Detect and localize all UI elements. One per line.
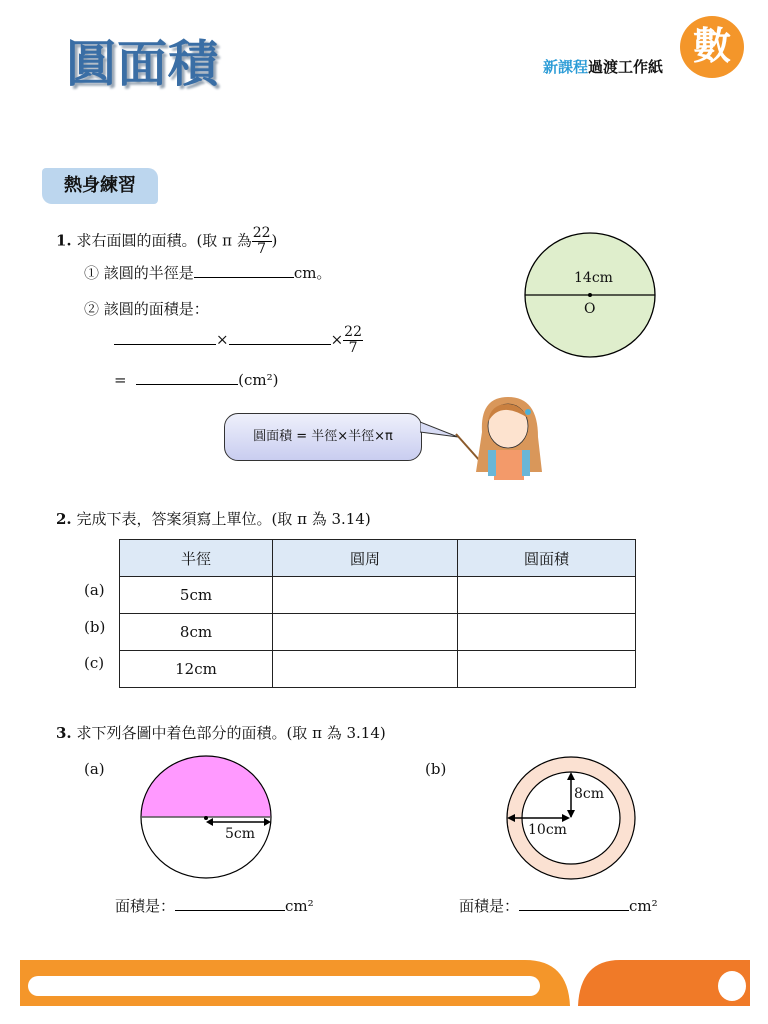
formula-blank-1[interactable] (114, 330, 216, 345)
header-circumference: 圓周 (273, 540, 458, 577)
q1-step2 (84, 298, 209, 319)
radius-answer-blank[interactable] (194, 263, 294, 278)
answer-label: 面積是： (115, 897, 176, 915)
q3b-label: (b) (425, 760, 447, 778)
radius-label-a: 5cm (225, 826, 256, 842)
step1-unit: cm。 (293, 264, 332, 282)
diameter-label: 14cm (574, 270, 613, 286)
q3b-answer (459, 895, 658, 916)
answer-table (119, 539, 636, 688)
q1-question (56, 226, 277, 257)
q3-number: 3. (56, 724, 72, 742)
radius-cell: 8cm (120, 614, 273, 651)
step1-text: 該圓的半徑是 (103, 264, 194, 282)
area-input[interactable] (458, 651, 636, 688)
subtitle (543, 56, 663, 77)
step2-mark: ② (84, 300, 100, 318)
table-row (120, 577, 636, 614)
ring-figure (504, 754, 638, 882)
semicircle-figure (136, 752, 276, 882)
q3-question (56, 722, 386, 743)
row-label: (b) (84, 618, 106, 636)
table-row (120, 614, 636, 651)
frac-num: 22 (344, 324, 362, 340)
q2-number: 2. (56, 510, 72, 528)
frac-den: 7 (348, 340, 358, 356)
header-radius: 半徑 (120, 540, 273, 577)
radius-cell: 12cm (120, 651, 273, 688)
times-1: × (216, 330, 229, 349)
step2-text: 該圓的面積是： (103, 300, 209, 318)
answer-unit: cm² (285, 897, 314, 915)
formula-blank-2[interactable] (229, 330, 331, 345)
circumference-input[interactable] (273, 651, 458, 688)
speech-bubble: 圓面積 = 半徑×半徑×π (224, 413, 422, 461)
times-2: × (330, 330, 344, 349)
q3a-answer (115, 895, 314, 916)
radius-cell: 5cm (120, 577, 273, 614)
section-banner: 熱身練習 (42, 168, 158, 204)
page-title: 圓面積 (66, 35, 219, 93)
q3-text: 求下列各圖中着色部分的面積。(取 π 為 3.14) (76, 724, 386, 742)
circumference-input[interactable] (273, 614, 458, 651)
q2-text: 完成下表，答案須寫上單位。(取 π 為 3.14) (76, 510, 371, 528)
equals: = (114, 371, 127, 389)
q3a-label: (a) (84, 760, 105, 778)
center-label: O (584, 301, 596, 317)
q3a-answer-blank[interactable] (175, 896, 285, 911)
inner-radius-label: 8cm (574, 786, 605, 802)
step1-mark: ① (84, 264, 100, 282)
pi-fraction (252, 226, 272, 257)
math-logo: 數 (680, 16, 744, 78)
answer-label: 面積是： (459, 897, 520, 915)
outer-radius-label: 10cm (528, 822, 567, 838)
table-header-row (120, 540, 636, 577)
area-input[interactable] (458, 614, 636, 651)
footer-decoration (20, 958, 752, 1008)
q2-question (56, 508, 371, 529)
q1-formula (114, 325, 363, 356)
answer-unit: cm² (629, 897, 658, 915)
subtitle-blue: 新課程 (543, 58, 589, 76)
table-row (120, 651, 636, 688)
frac-num: 22 (252, 225, 271, 241)
row-label: (c) (84, 654, 105, 672)
area-answer-blank[interactable] (136, 370, 238, 385)
q1-step1 (84, 262, 331, 283)
circumference-input[interactable] (273, 577, 458, 614)
area-input[interactable] (458, 577, 636, 614)
q3b-answer-blank[interactable] (519, 896, 629, 911)
header-area: 圓面積 (458, 540, 636, 577)
q1-result (114, 370, 278, 389)
q1-text: 求右面圓的面積。(取 π 為 (76, 231, 252, 250)
pi-fraction-2 (343, 325, 363, 356)
girl-illustration (420, 392, 550, 484)
subtitle-black: 過渡工作紙 (588, 58, 664, 76)
result-unit: (cm²) (238, 371, 279, 389)
frac-den: 7 (257, 241, 267, 257)
q1-close: ) (271, 231, 278, 250)
row-label: (a) (84, 581, 105, 599)
q1-number: 1. (56, 231, 72, 250)
circle-diagram (520, 228, 660, 362)
